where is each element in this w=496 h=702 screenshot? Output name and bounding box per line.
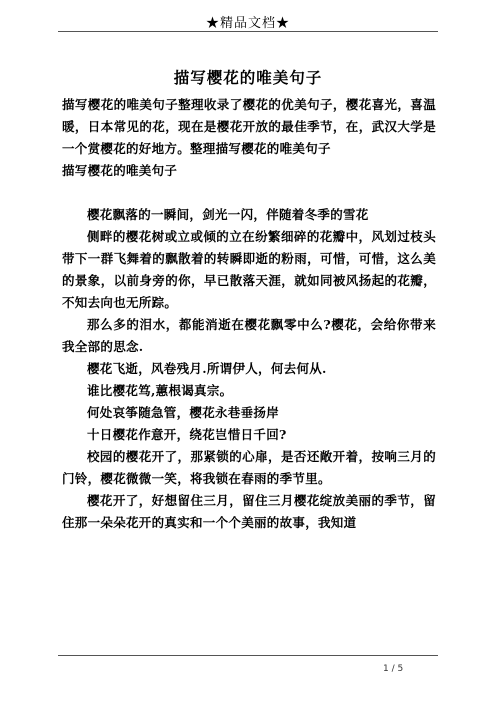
document-title: 描写樱花的唯美句子 bbox=[173, 68, 323, 87]
page-number: 1 / 5 bbox=[383, 664, 404, 674]
subheading: 描写樱花的唯美句子 bbox=[62, 163, 178, 178]
footer-divider bbox=[58, 655, 438, 656]
body-paragraph: 何处哀筝随急管，樱花永巷垂扬岸 bbox=[87, 405, 280, 420]
page-header: ★精品文档★ bbox=[205, 16, 290, 31]
body-paragraph: 十日樱花作意开，绕花岂惜日千回? bbox=[87, 427, 287, 442]
document-body bbox=[62, 94, 436, 534]
body-paragraph: 樱花飘落的一瞬间，剑光一闪，伴随着冬季的雪花 bbox=[87, 207, 369, 222]
body-paragraph: 校园的樱花开了，那紧锁的心扉，是否还敞开着，按响三月的门铃，樱花微微一笑，将我锁在春雨的季节里。 bbox=[62, 449, 436, 486]
body-paragraph: 樱花开了，好想留住三月，留住三月樱花绽放美丽的季节，留住那一朵朵花开的真实和一个个美丽的故事，我知道 bbox=[62, 493, 436, 530]
intro-paragraph: 描写樱花的唯美句子整理收录了樱花的优美句子，樱花喜光，喜温暖，日本常见的花，现在是樱花开放的最佳季节，在，武汉大学是一个赏樱花的好地方。整理描写樱花的唯美句子 bbox=[62, 97, 436, 156]
body-paragraph: 谁比樱花笃,蕙根谒真宗。 bbox=[87, 383, 233, 398]
body-paragraph: 侧畔的樱花树或立或倾的立在纷繁细碎的花瓣中，风划过枝头带下一群飞舞着的飘散着的转瞬即逝的粉雨，可惜，可惜，这么美的景象，以前身旁的你，早已散落天涯，就如同被风扬起的花瓣，不知去向也无所踪。 bbox=[62, 229, 436, 310]
blank-line bbox=[62, 182, 436, 204]
body-paragraph: 樱花飞逝，风卷残月.所谓伊人，何去何从. bbox=[87, 361, 327, 376]
header-divider bbox=[58, 31, 438, 32]
body-paragraph: 那么多的泪水，都能消逝在樱花飘零中么?樱花，会给你带来我全部的思念. bbox=[62, 317, 436, 354]
